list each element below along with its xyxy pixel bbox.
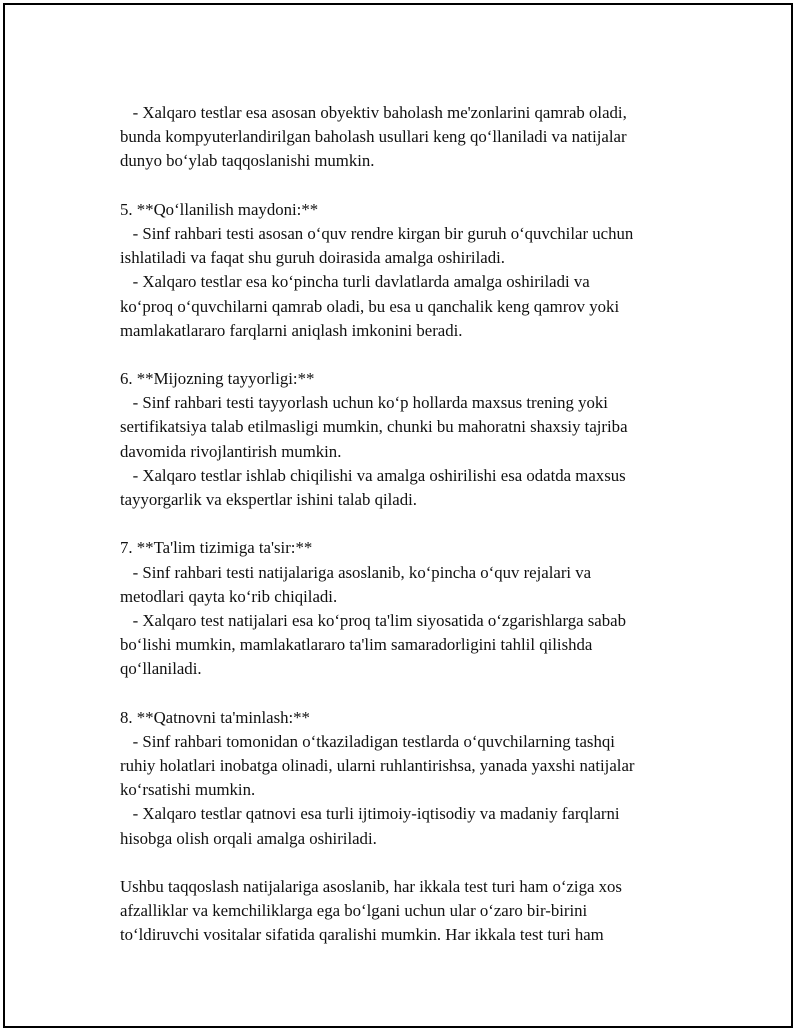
paragraph-gap [120,512,695,536]
text-line: - Xalqaro testlar qatnovi esa turli ijtimoiy-iqtisodiy va madaniy farqlarni [120,804,620,824]
text-line: tayyorgarlik va ekspertlar ishini talab qiladi. [120,490,418,509]
text-line: - Sinf rahbari testi natijalariga asoslanib, ko‘pincha o‘quv rejalari va [120,562,592,582]
paragraph-gap [120,343,695,367]
paragraph-gap [120,851,695,875]
text-line: metodlari qayta ko‘rib chiqiladi. [120,586,338,606]
text-line: - Xalqaro testlar esa ko‘pincha turli davlatlarda amalga oshiriladi va [120,272,590,292]
document-body [120,101,695,948]
text-line: bunda kompyuterlandirilgan baholash usullari keng qo‘llaniladi va natijalar [120,127,627,147]
text-line: hisobga olish orqali amalga oshiriladi. [120,828,377,848]
text-line: sertifikatsiya talab etilmasligi mumkin, chunki bu mahoratni shaxsiy tajriba [120,417,628,437]
section-5 [120,198,695,343]
section-heading: 5. **Qo‘llanilish maydoni:** [120,199,319,219]
text-line: davomida rivojlantirish mumkin. [120,441,342,461]
text-line: qo‘llaniladi. [120,659,202,679]
section-heading: 7. **Ta'lim tizimiga ta'sir:** [120,538,313,558]
text-line: - Sinf rahbari testi asosan o‘quv rendre kirgan bir guruh o‘quvchilar uchun [120,223,634,243]
text-line: dunyo bo‘ylab taqqoslanishi mumkin. [120,151,375,171]
text-line: - Xalqaro testlar ishlab chiqilishi va amalga oshirilishi esa odatda maxsus [120,465,626,485]
intro-paragraph [120,101,695,174]
text-line: - Xalqaro testlar esa asosan obyektiv baholash me'zonlarini qamrab oladi, [120,103,627,122]
text-line: ruhiy holatlari inobatga olinadi, ularni ruhlantirishsa, yanada yaxshi natijalar [120,756,635,776]
text-line: - Sinf rahbari testi tayyorlash uchun ko‘p hollarda maxsus trening yoki [120,393,608,413]
text-line: mamlakatlararo farqlarni aniqlash imkonini beradi. [120,320,463,340]
text-line: - Sinf rahbari tomonidan o‘tkaziladigan testlarda o‘quvchilarning tashqi [120,731,615,751]
text-line: ishlatiladi va faqat shu guruh doirasida amalga oshiriladi. [120,248,505,268]
text-line: Ushbu taqqoslash natijalariga asoslanib, har ikkala test turi ham o‘ziga xos [120,877,622,896]
section-6 [120,367,695,512]
text-line: to‘ldiruvchi vositalar sifatida qaralishi mumkin. Har ikkala test turi ham [120,925,604,945]
text-line: bo‘lishi mumkin, mamlakatlararo ta'lim samaradorligini tahlil qilishda [120,635,593,655]
section-7 [120,536,695,681]
page-frame [3,3,793,1028]
text-line: - Xalqaro test natijalari esa ko‘proq ta'lim siyosatida o‘zgarishlarga sabab [120,610,626,630]
text-line: afzalliklar va kemchiliklarga ega bo‘lgani uchun ular o‘zaro bir-birini [120,901,588,921]
paragraph-gap [120,174,695,198]
text-line: ko‘rsatishi mumkin. [120,780,256,800]
closing-paragraph [120,875,695,948]
text-line: ko‘proq o‘quvchilarni qamrab oladi, bu esa u qanchalik keng qamrov yoki [120,296,620,316]
section-heading: 6. **Mijozning tayyorligi:** [120,369,315,389]
section-heading: 8. **Qatnovni ta'minlash:** [120,707,310,727]
section-8 [120,706,695,851]
paragraph-gap [120,682,695,706]
